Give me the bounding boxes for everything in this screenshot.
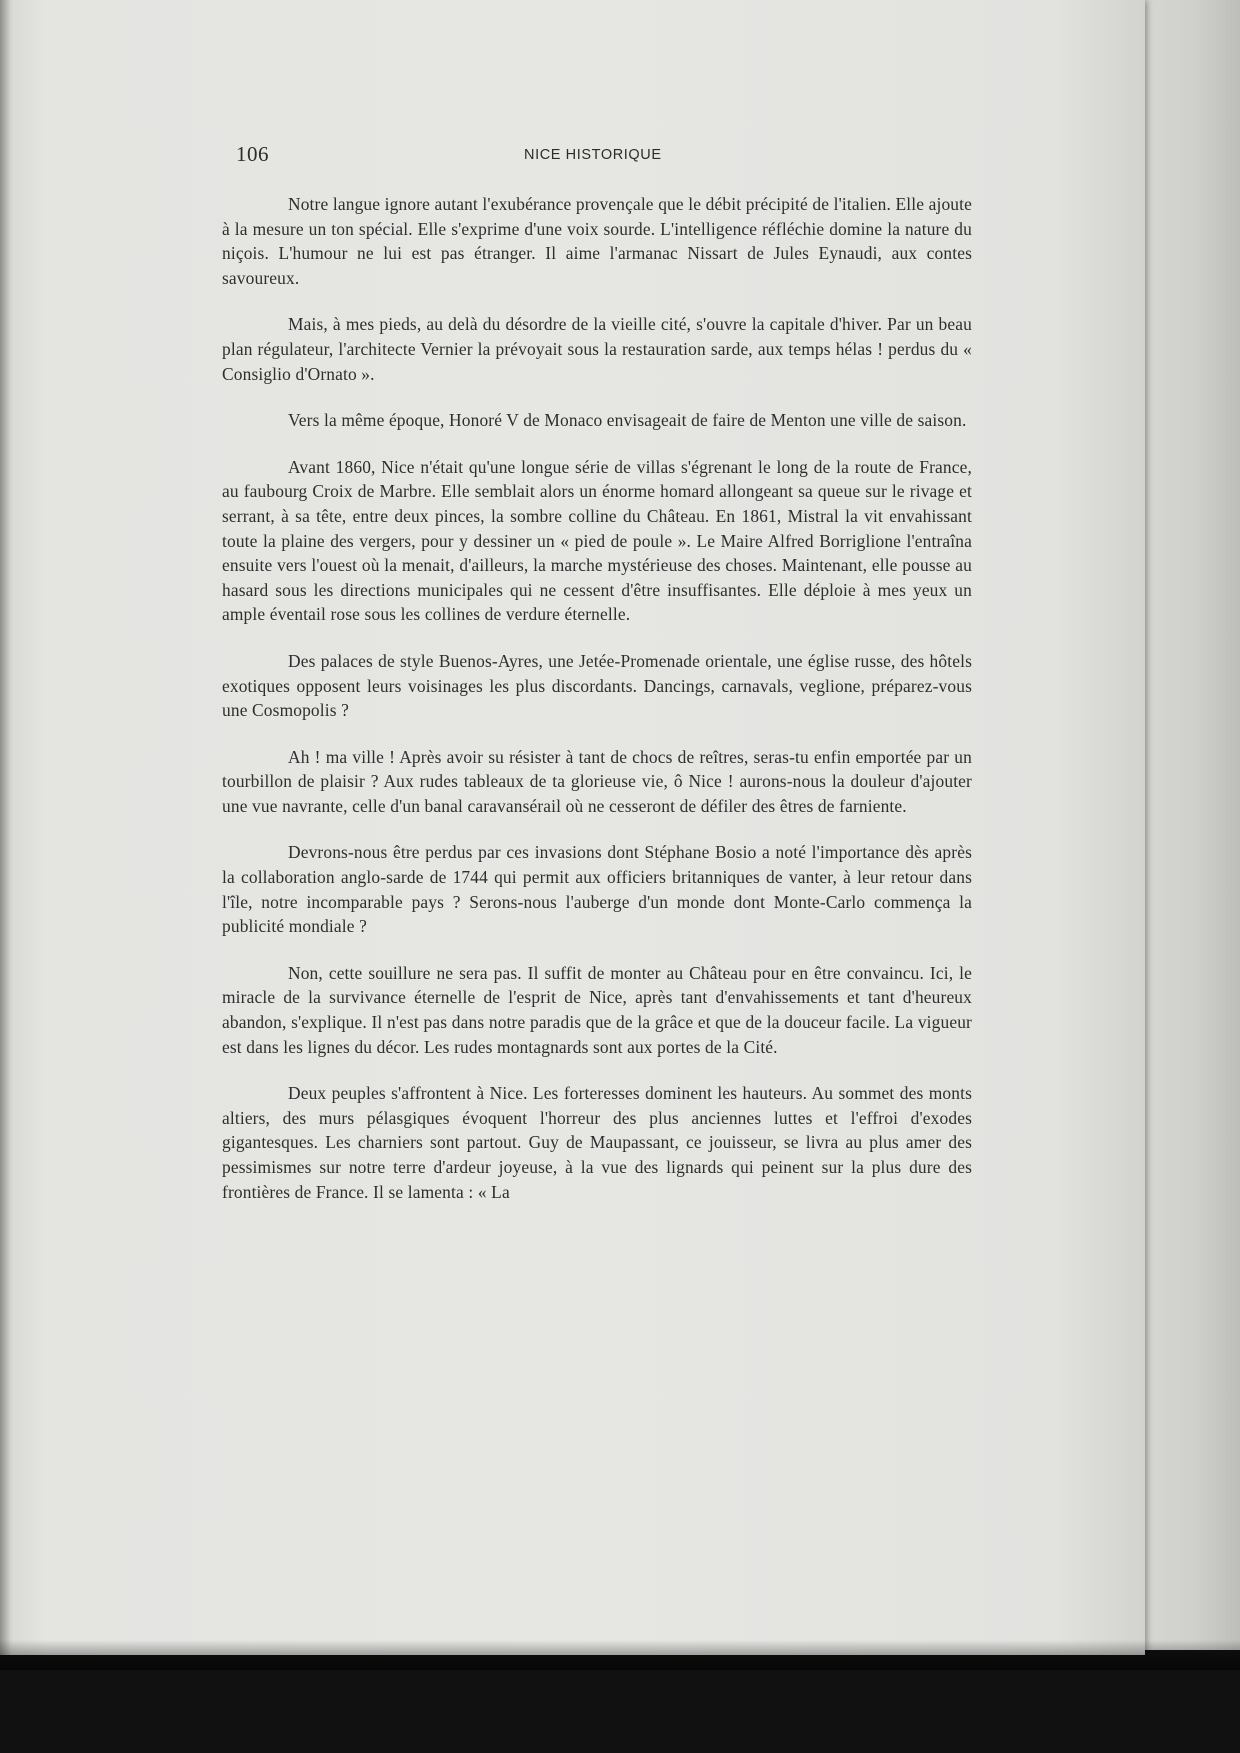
paragraph: Avant 1860, Nice n'était qu'une longue série de villas s'égrenant le long de la route de France, au faubourg Croix de Marbre. Elle semblait alors un énorme homard allongeant sa queue sur le rivage et serrant, à sa tête, entre deux pinces, la sombre colline du Château. En 1861, Mistral la vit envahissant toute la plaine des vergers, pour y dessiner un « pied de poule ». Le Maire Alfred Borriglione l'entraîna ensuite vers l'ouest où la menait, d'ailleurs, la marche mystérieuse des choses. Maintenant, elle pousse au hasard sous les directions municipales qui ne cessent d'être insuffisantes. Elle déploie à mes yeux un ample éventail rose sous les collines de verdure éternelle.: [222, 456, 972, 625]
running-title: NICE HISTORIQUE: [524, 147, 662, 163]
paragraph: Vers la même époque, Honoré V de Monaco envisageait de faire de Menton une ville de saison.: [288, 410, 967, 431]
paragraph: Des palaces de style Buenos-Ayres, une Jetée-Promenade orientale, une église russe, des hôtels exotiques opposent leurs voisinages les plus discordants. Dancings, carnavals, veglione, préparez-vous une Cosmopolis ?: [222, 650, 972, 721]
paragraph: Ah ! ma ville ! Après avoir su résister à tant de chocs de reîtres, seras-tu enfin emportée par un tourbillon de plaisir ? Aux rudes tableaux de ta glorieuse vie, ô Nice ! aurons-nous la douleur d'ajouter une vue navrante, celle d'un banal caravansérail où ne cesseront de défiler des êtres de farniente.: [222, 746, 972, 816]
underlying-page: [1130, 0, 1240, 1650]
paragraph: Non, cette souillure ne sera pas. Il suffit de monter au Château pour en être convaincu. Ici, le miracle de la survivance éternelle de l'esprit de Nice, après tant d'envahissements et tant d'heureux abandon, s'explique. Il n'est pas dans notre paradis que de la grâce et que de la douceur facile. La vigueur est dans les lignes du décor. Les rudes montagnards sont aux portes de la Cité.: [222, 962, 972, 1057]
paragraph: Notre langue ignore autant l'exubérance provençale que le débit précipité de l'italien. Elle ajoute à la mesure un ton spécial. Elle s'exprime d'une voix sourde. L'intelligence réfléchie domine la nature du niçois. L'humour ne lui est pas étranger. Il aime l'armanac Nissart de Jules Eynaudi, aux contes savoureux.: [222, 194, 972, 288]
paragraph: Devrons-nous être perdus par ces invasions dont Stéphane Bosio a noté l'importance dès après la collaboration anglo-sarde de 1744 qui permit aux officiers britanniques de vanter, à leur retour dans l'île, notre incomparable pays ? Serons-nous l'auberge d'un monde dont Monte-Carlo commença la publicité mondiale ?: [222, 842, 972, 937]
paragraph: Mais, à mes pieds, au delà du désordre de la vieille cité, s'ouvre la capitale d'hiver. Par un beau plan régulateur, l'architecte Vernier la prévoyait sous la restauration sarde, aux temps hélas ! perdus du « Consiglio d'Ornato ».: [222, 314, 972, 384]
scan-bottom-shadow: [0, 1640, 1240, 1670]
page-header: [236, 142, 996, 172]
page-binding-edge: [0, 0, 10, 1655]
page-number: 106: [236, 142, 269, 166]
paragraph: Deux peuples s'affrontent à Nice. Les forteresses dominent les hauteurs. Au sommet des monts altiers, des murs pélasgiques évoquent l'horreur des plus anciennes luttes et l'effroi d'exodes gigantesques. Les charniers sont partout. Guy de Maupassant, ce jouisseur, se livra au plus amer des pessimismes sur notre terre d'ardeur joyeuse, à la vue des lignards qui peinent sur la plus dure des frontières de France. Il se lamenta : « La: [222, 1083, 972, 1202]
body-text: [222, 192, 972, 1204]
